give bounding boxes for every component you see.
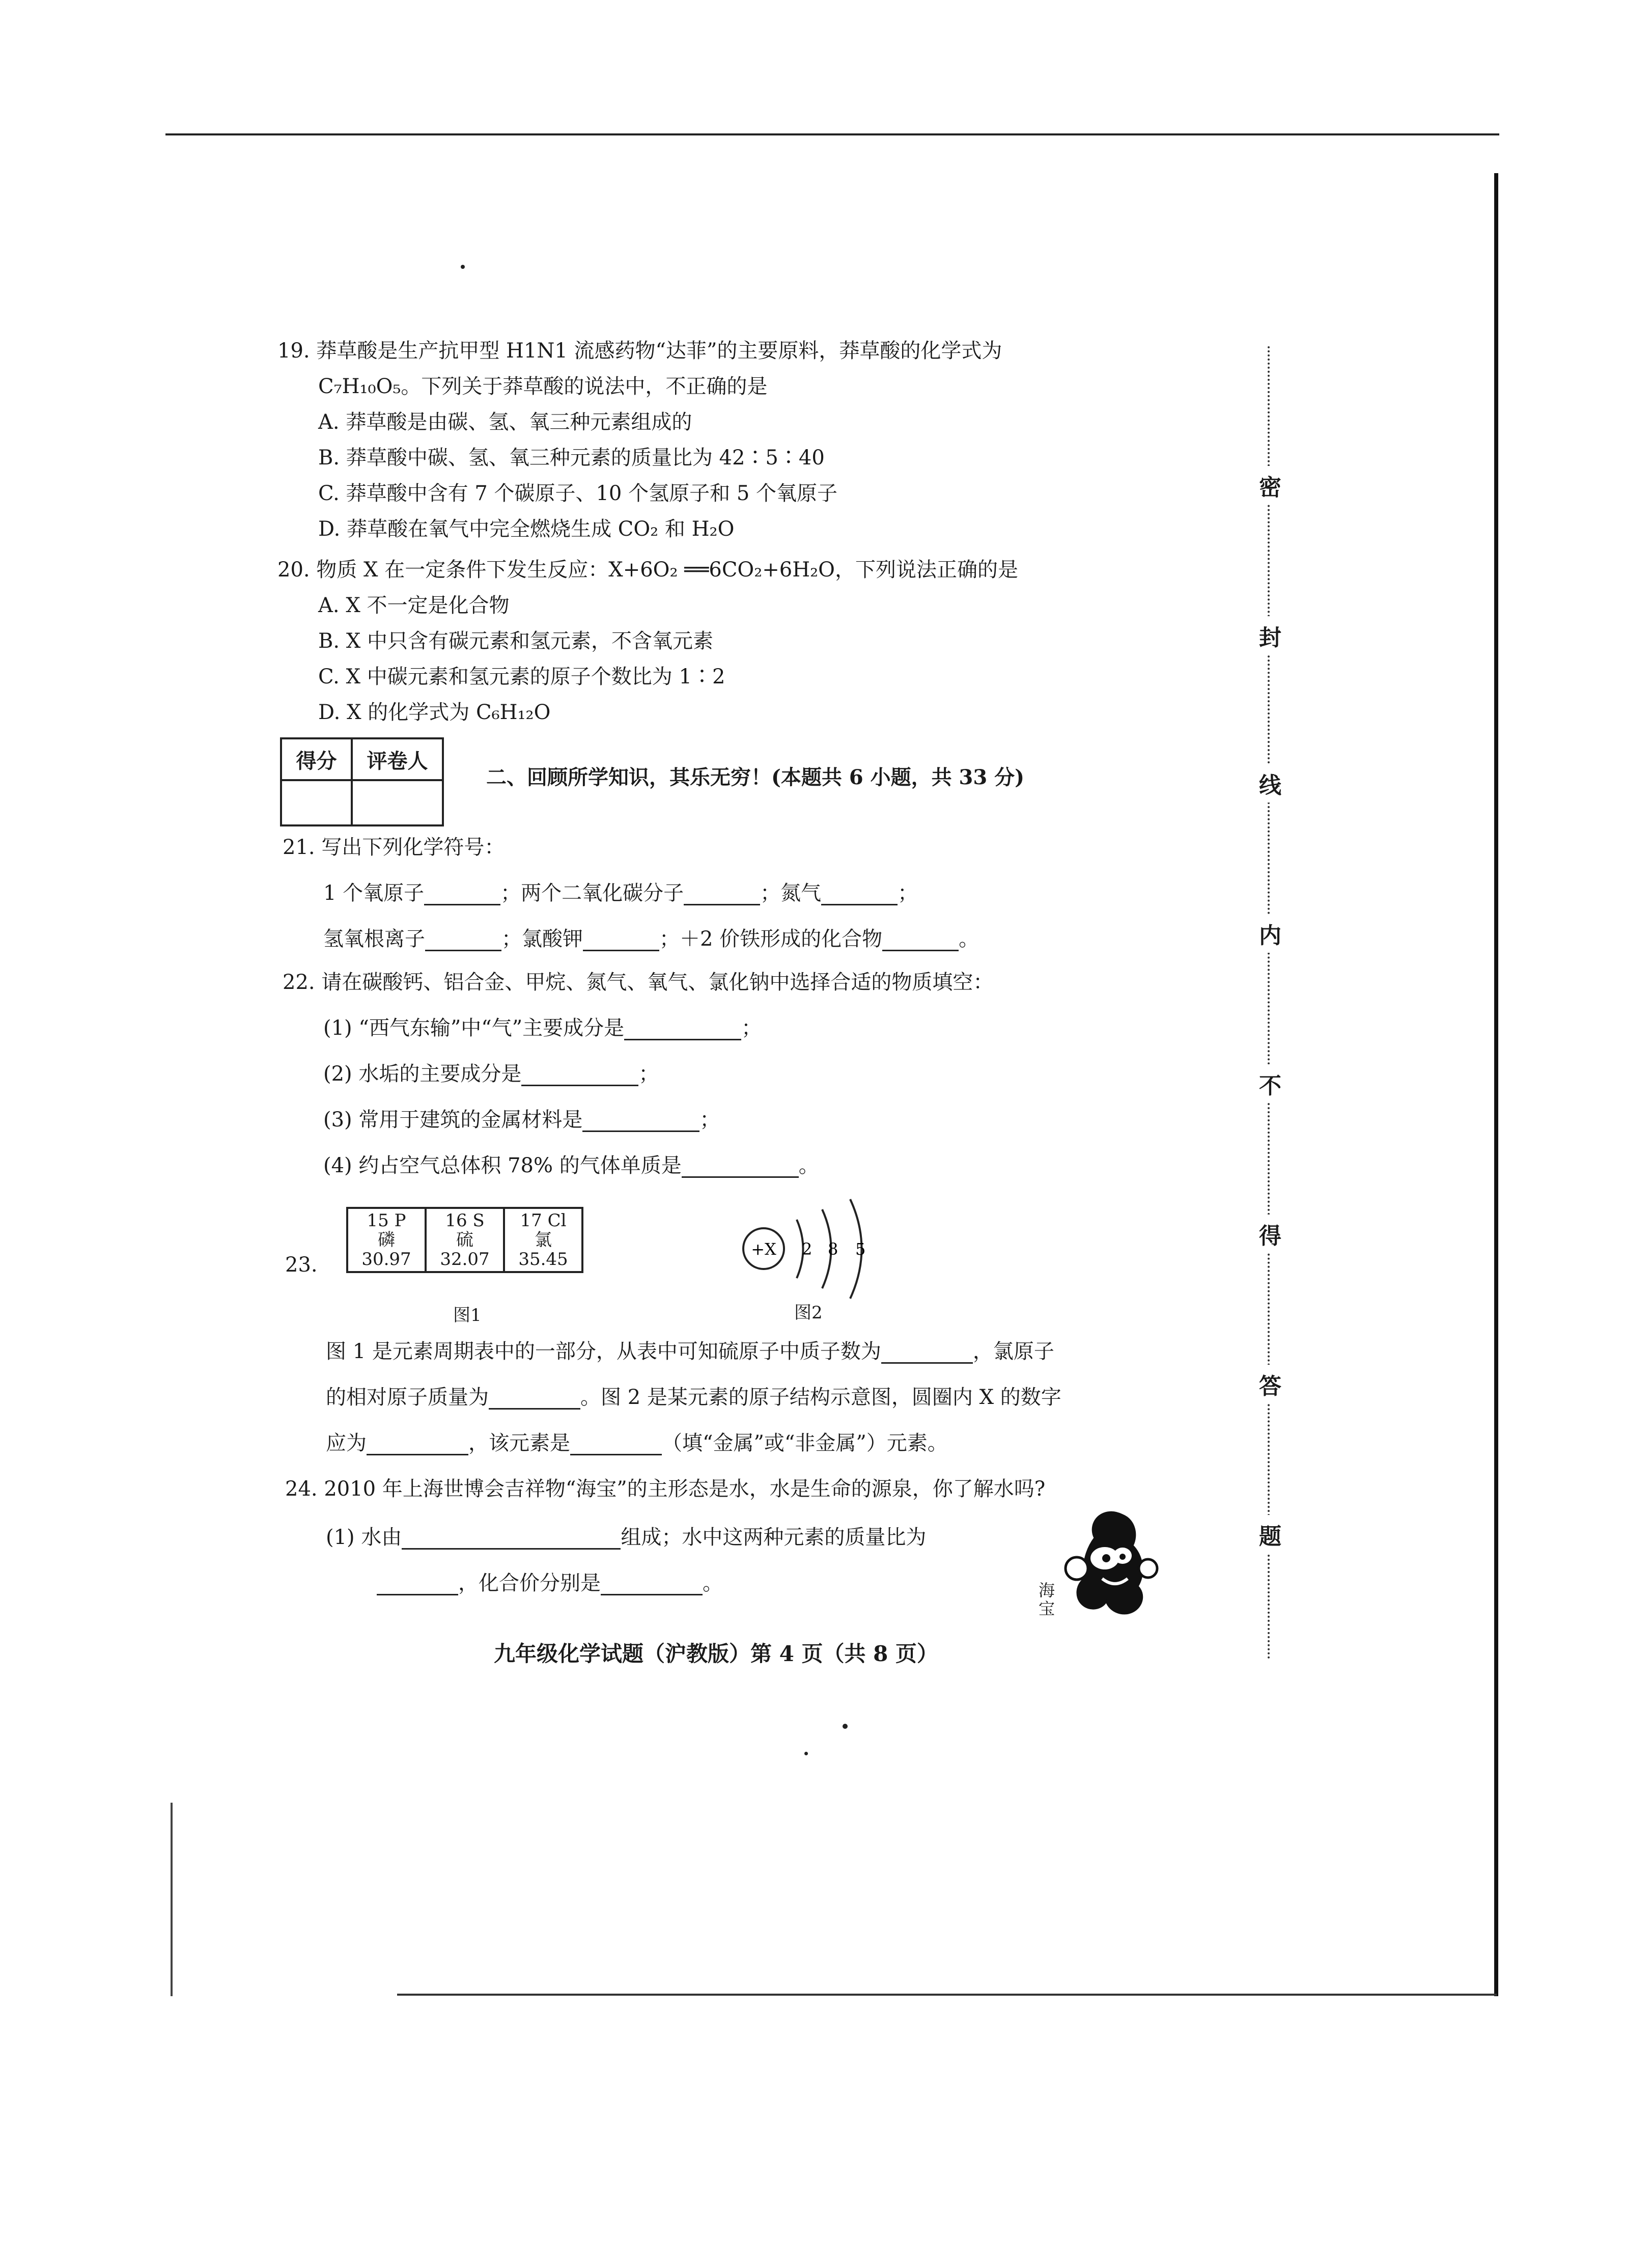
speck (804, 1752, 808, 1755)
q23-text-line2 (326, 1385, 1061, 1410)
q20-option-c: C. X 中碳元素和氢元素的原子个数比为 1∶2 (318, 665, 725, 688)
answer-blank[interactable] (583, 929, 659, 951)
q20-option-b: B. X 中只含有碳元素和氢元素，不含氧元素 (318, 629, 714, 653)
q24-line2 (377, 1571, 723, 1595)
page-footer: 九年级化学试题（沪教版）第 4 页（共 8 页） (494, 1641, 938, 1666)
answer-blank[interactable] (682, 1156, 799, 1178)
grader-cell[interactable] (352, 780, 443, 825)
q19-option-b: B. 莽草酸中碳、氢、氧三种元素的质量比为 42∶5∶40 (318, 446, 825, 470)
haibao-mascot-icon (1046, 1507, 1163, 1630)
answer-blank[interactable] (570, 1433, 662, 1455)
answer-blank[interactable] (521, 1064, 638, 1086)
score-header: 得分 (281, 738, 352, 780)
q22-item-end: ； (741, 1016, 762, 1040)
q21-end: 。 (959, 927, 979, 951)
bottom-rule (397, 1994, 1497, 1996)
q22-item-end: 。 (798, 1154, 819, 1177)
q24-text: 组成；水中这两种元素的质量比为 (621, 1526, 927, 1549)
answer-blank[interactable] (424, 884, 500, 905)
fig1-caption: 图1 (453, 1305, 482, 1326)
speck (461, 265, 465, 269)
q22-item-text: (1) “西气东输”中“气”主要成分是 (323, 1016, 625, 1040)
q23-number: 23. (285, 1253, 318, 1277)
q20-stem: 20. 物质 X 在一定条件下发生反应：X+6O₂ ══6CO₂+6H₂O，下列说法正确的是 (277, 558, 1018, 582)
q23-text: 图 1 是元素周期表中的一部分，从表中可知硫原子中质子数为 (326, 1340, 881, 1363)
q21-label-oxygen-atom: 1 个氧原子 (323, 881, 425, 905)
answer-blank[interactable] (367, 1433, 468, 1455)
left-page-edge (171, 1803, 173, 1996)
q22-item-text: (4) 约占空气总体积 78% 的气体单质是 (323, 1154, 682, 1177)
q21-title: 21. 写出下列化学符号： (283, 836, 505, 859)
speck (843, 1724, 848, 1729)
q19-option-c: C. 莽草酸中含有 7 个碳原子、10 个氢原子和 5 个氧原子 (318, 482, 837, 505)
q20-option-d: D. X 的化学式为 C₆H₁₂O (318, 701, 551, 724)
q24-text: (1) 水由 (326, 1526, 402, 1549)
q19-option-a: A. 莽草酸是由碳、氢、氧三种元素组成的 (318, 410, 692, 434)
answer-blank[interactable] (582, 1110, 699, 1132)
q22-item-end: ； (638, 1062, 659, 1086)
q21-sep: ； (898, 881, 918, 905)
element-cell-s (426, 1208, 504, 1272)
answer-blank[interactable] (882, 929, 959, 951)
q22-item-1 (323, 1016, 762, 1040)
q23-text: ，该元素是 (468, 1431, 570, 1455)
element-cell-cl (504, 1208, 582, 1272)
element-symbol: 15 P (367, 1210, 406, 1231)
answer-blank[interactable] (821, 884, 898, 905)
q21-label-co2: ；两个二氧化碳分子 (500, 881, 684, 905)
q22-title: 22. 请在碳酸钙、铝合金、甲烷、氮气、氧气、氯化钠中选择合适的物质填空： (283, 971, 994, 994)
seal-char-4: 内 (1255, 914, 1285, 953)
answer-blank[interactable] (601, 1574, 703, 1595)
top-rule (165, 133, 1499, 135)
nucleus-label: +X (751, 1239, 776, 1259)
q19-stem-line2: C₇H₁₀O₅。下列关于莽草酸的说法中，不正确的是 (318, 375, 768, 398)
element-symbol: 16 S (445, 1210, 485, 1231)
answer-blank[interactable] (684, 884, 760, 905)
seal-char-8: 题 (1255, 1515, 1285, 1554)
q22-item-3 (323, 1108, 720, 1132)
q21-label-nitrogen: ；氮气 (760, 881, 822, 905)
answer-blank[interactable] (489, 1388, 580, 1410)
q22-item-text: (3) 常用于建筑的金属材料是 (323, 1108, 583, 1132)
mascot-label: 海宝 (1039, 1581, 1055, 1618)
q21-label-hydroxide: 氢氧根离子 (323, 927, 425, 951)
q23-text: 应为 (326, 1431, 367, 1455)
seal-char-6: 得 (1255, 1215, 1285, 1253)
score-cell[interactable] (281, 780, 352, 825)
answer-blank[interactable] (377, 1574, 458, 1595)
element-mass: 30.97 (361, 1249, 411, 1270)
seal-char-3: 线 (1255, 764, 1285, 803)
q24-line1 (326, 1525, 926, 1550)
right-page-edge (1494, 173, 1498, 1996)
seal-char-7: 答 (1255, 1365, 1285, 1403)
shell-electrons-2: 8 (828, 1239, 838, 1259)
answer-blank[interactable] (402, 1528, 621, 1550)
element-mass: 32.07 (440, 1249, 490, 1270)
answer-blank[interactable] (425, 929, 501, 951)
shell-electrons-1: 2 (802, 1239, 813, 1259)
q21-line1 (323, 881, 918, 905)
answer-blank[interactable] (624, 1018, 741, 1040)
q22-item-2 (323, 1062, 659, 1086)
q19-option-d: D. 莽草酸在氧气中完全燃烧生成 CO₂ 和 H₂O (318, 517, 735, 541)
q22-item-text: (2) 水垢的主要成分是 (323, 1062, 522, 1086)
element-symbol: 17 Cl (520, 1210, 567, 1231)
q23-text: （填“金属”或“非金属”）元素。 (662, 1431, 948, 1455)
q19-stem-line1: 19. 莽草酸是生产抗甲型 H1N1 流感药物“达菲”的主要原料，莽草酸的化学式为 (277, 339, 1002, 363)
section2-title: 二、回顾所学知识，其乐无穷！(本题共 6 小题，共 33 分) (486, 765, 1025, 789)
answer-blank[interactable] (881, 1342, 973, 1364)
seal-dotted-line (1268, 346, 1270, 1660)
q24-text: ，化合价分别是 (458, 1571, 601, 1595)
periodic-table-fragment (346, 1207, 583, 1273)
element-mass: 35.45 (518, 1249, 568, 1270)
score-table (280, 737, 444, 826)
element-name: 氯 (535, 1230, 552, 1250)
fig2-caption: 图2 (794, 1303, 823, 1323)
q23-text: 。图 2 是某元素的原子结构示意图，圆圈内 X 的数字 (580, 1386, 1061, 1409)
q20-option-a: A. X 不一定是化合物 (318, 594, 510, 617)
seal-char-2: 封 (1255, 616, 1285, 655)
q21-line2 (323, 927, 979, 951)
q23-text: ，氯原子 (972, 1340, 1054, 1363)
atom-structure-diagram (733, 1192, 896, 1304)
q24-text: 。 (703, 1571, 723, 1595)
element-name: 硫 (456, 1230, 473, 1250)
element-cell-p (347, 1208, 426, 1272)
q21-label-fe-compound: ；＋2 价铁形成的化合物 (659, 927, 883, 951)
q23-text-line3 (326, 1431, 948, 1455)
q23-text-line1 (326, 1339, 1054, 1364)
seal-char-1: 密 (1255, 466, 1285, 505)
grader-header: 评卷人 (352, 738, 443, 780)
seal-char-5: 不 (1255, 1064, 1285, 1103)
q23-text: 的相对原子质量为 (326, 1386, 489, 1409)
q22-item-4 (323, 1153, 819, 1178)
shell-electrons-3: 5 (855, 1239, 866, 1259)
q22-item-end: ； (699, 1108, 720, 1132)
element-name: 磷 (378, 1230, 395, 1250)
q21-label-kclo3: ；氯酸钾 (501, 927, 583, 951)
q24-title: 24. 2010 年上海世博会吉祥物“海宝”的主形态是水，水是生命的源泉，你了解水吗? (285, 1477, 1046, 1501)
